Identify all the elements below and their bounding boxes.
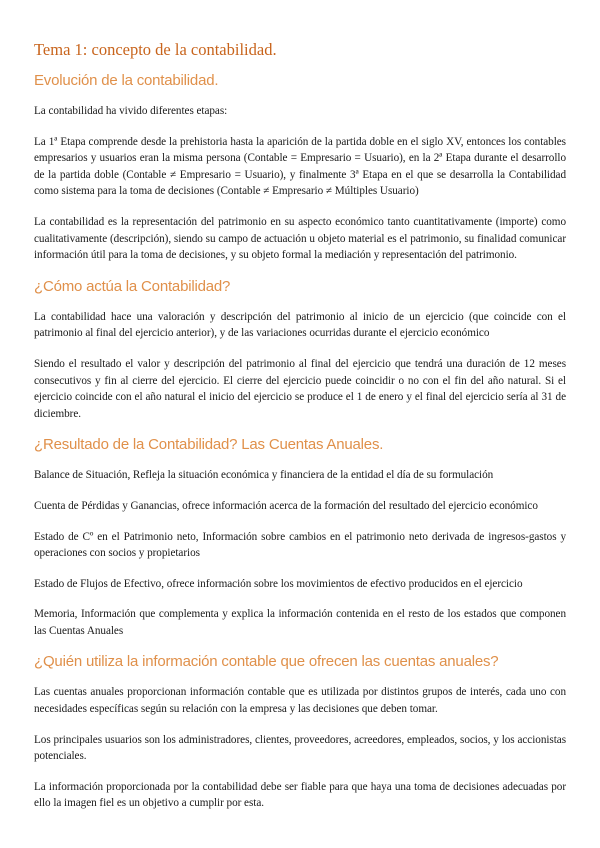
paragraph: Cuenta de Pérdidas y Ganancias, ofrece información acerca de la formación del resultado del ejercicio económico [34, 499, 538, 512]
paragraph: La 1ª Etapa comprende desde la prehistoria hasta la aparición de la partida doble en el siglo XV, entonces los contables empresarios y usuarios eran la misma persona (Contable = Empresario = Usuario), en la 2ª Etapa durante el desarrollo de la partida doble (Contable ≠ Empresario = Usuario), y finalmente 3ª Etapa en el que se desarrolla la Contabilidad como sistema para la toma de decisiones (Contable ≠ Empresario ≠ Múltiples Usuario) [34, 135, 566, 198]
paragraph: La contabilidad ha vivido diferentes etapas: [34, 105, 228, 117]
section-como-actua [34, 278, 566, 423]
section-heading: ¿Quién utiliza la información contable que ofrecen las cuentas anuales? [34, 653, 499, 671]
paragraph: Estado de Flujos de Efectivo, ofrece información sobre los movimientos de efectivo producidos en el ejercicio [34, 577, 523, 590]
paragraph: Los principales usuarios son los administradores, clientes, proveedores, acreedores, empleados, socios, y los accionistas potenciales. [34, 733, 566, 763]
paragraph: Memoria, Información que complementa y explica la información contenida en el resto de los estados que componen las Cuentas Anuales [34, 608, 566, 637]
paragraph: Siendo el resultado el valor y descripción del patrimonio al final del ejercicio que tendrá una duración de 12 meses consecutivos y fin al cierre del ejercicio. El cierre del ejercicio puede coincidir o no con el fin del año natural. Si el ejercicio coincide con el año natural el inicio del ejercicio se produce el 1 de enero y el final del ejercicio sería al 31 de diciembre. [34, 357, 566, 420]
paragraph: La información proporcionada por la contabilidad debe ser fiable para que haya una toma de decisiones adecuadas por ello la imagen fiel es un objetivo a cumplir por esta. [34, 780, 566, 810]
section-heading: Evolución de la contabilidad. [34, 72, 219, 89]
paragraph: La contabilidad es la representación del patrimonio en su aspecto económico tanto cuantitativamente (importe) como cualitativamente (descripción), siendo su campo de actuación u objeto material es el patrimonio, su finalidad comunicar información útil para la toma de decisiones, y su objeto formal la mediación y representación del patrimonio. [34, 215, 566, 262]
section-heading: ¿Resultado de la Contabilidad? Las Cuentas Anuales. [34, 436, 384, 454]
section-heading: ¿Cómo actúa la Contabilidad? [34, 277, 231, 295]
paragraph: Balance de Situación, Refleja la situación económica y financiera de la entidad el día de su formulación [34, 469, 494, 482]
section-evolucion [34, 72, 566, 264]
document-title: Tema 1: concepto de la contabilidad. [34, 40, 277, 59]
paragraph: La contabilidad hace una valoración y descripción del patrimonio al inicio de un ejercicio (que coincide con el patrimonio al final del ejercicio anterior), y de las variaciones ocurridas durante el ejercicio económico [34, 310, 566, 340]
paragraph: Las cuentas anuales proporcionan información contable que es utilizada por distintos grupos de interés, cada uno con necesidades específicas según su relación con la empresa y las decisiones que deben tomar. [34, 686, 566, 716]
section-quien-utiliza [34, 653, 566, 812]
paragraph: Estado de Cº en el Patrimonio neto, Información sobre cambios en el patrimonio neto derivada de ingresos-gastos y operaciones con socios y propietarios [34, 530, 566, 560]
section-resultado [34, 436, 566, 639]
